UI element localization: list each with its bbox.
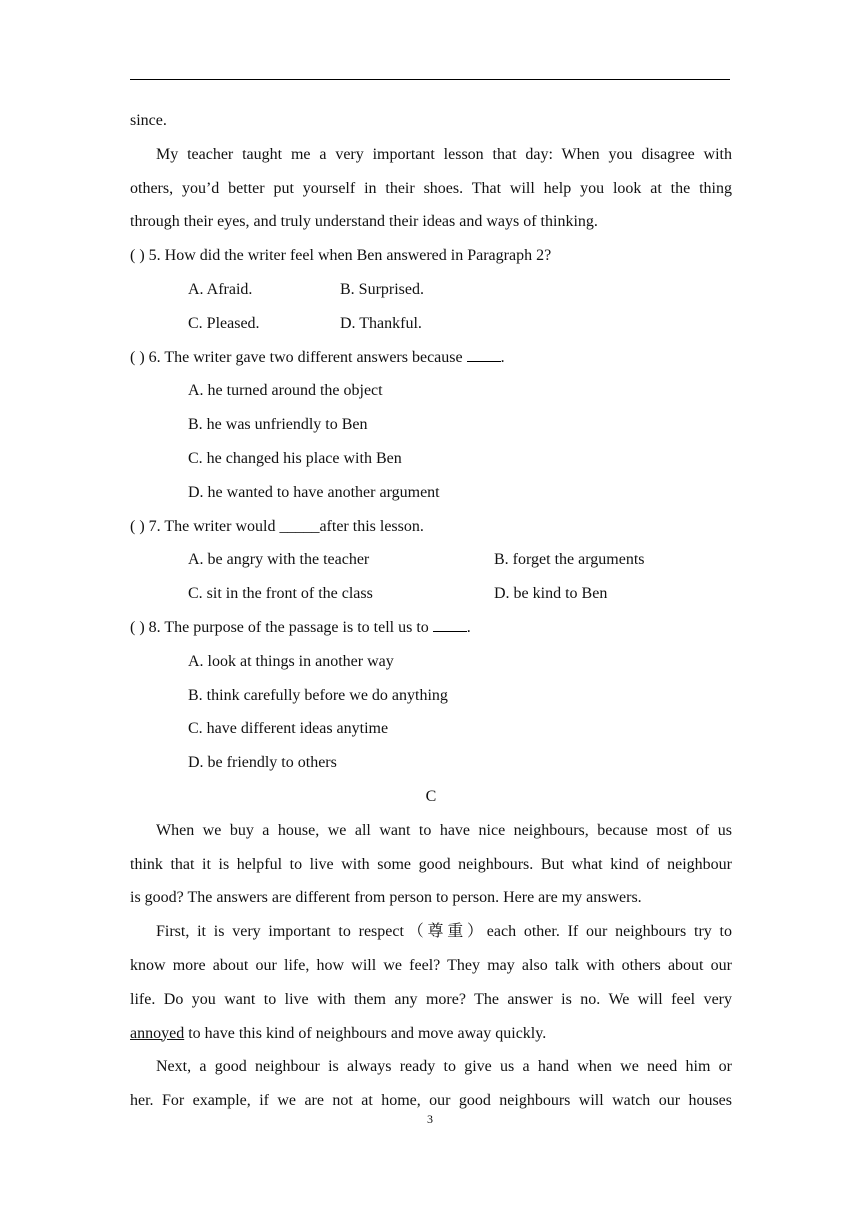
question-8-stem-end: . xyxy=(466,618,471,636)
option-c: C. have different ideas anytime xyxy=(188,720,389,738)
question-7-options-ab xyxy=(130,543,732,577)
option-c: C. sit in the front of the class xyxy=(188,585,373,603)
option-b: B. he was unfriendly to Ben xyxy=(188,416,368,434)
answer-blank xyxy=(467,346,501,362)
question-8-stem xyxy=(130,611,732,645)
page-content xyxy=(130,104,732,1118)
passage-c-line: know more about our life, how will we feel? They may also talk with others about our xyxy=(130,956,732,974)
option-b: B. Surprised. xyxy=(340,280,424,298)
option-a: A. he turned around the object xyxy=(188,382,383,400)
passage-c-line-rest: to have this kind of neighbours and move away quickly. xyxy=(184,1024,547,1042)
passage-b-line: through their eyes, and truly understand their ideas and ways of thinking. xyxy=(130,213,598,231)
passage-c-line: life. Do you want to live with them any more? The answer is no. We will feel very xyxy=(130,990,732,1008)
passage-c-line: think that it is helpful to live with some good neighbours. But what kind of neighbour xyxy=(130,855,732,873)
page-number: 3 xyxy=(427,1112,433,1126)
passage-c-line: First, it is very important to respect（尊重）each other. If our neighbours try to xyxy=(156,923,732,941)
option-a: A. Afraid. xyxy=(188,280,253,298)
question-6-stem xyxy=(130,341,732,375)
passage-b-line: My teacher taught me a very important lesson that day: When you disagree with xyxy=(156,145,732,163)
option-d: D. be friendly to others xyxy=(188,754,337,772)
question-6-stem-text: ( ) 6. The writer gave two different answers because xyxy=(130,348,467,366)
question-6-stem-end: . xyxy=(500,348,505,366)
option-d: D. Thankful. xyxy=(340,314,422,332)
question-8-stem-text: ( ) 8. The purpose of the passage is to tell us to xyxy=(130,618,433,636)
passage-b-line: others, you’d better put yourself in their shoes. That will help you look at the thing xyxy=(130,179,732,197)
option-c: C. he changed his place with Ben xyxy=(188,449,402,467)
underlined-word: annoyed xyxy=(130,1024,185,1042)
question-5-options-ab xyxy=(130,273,732,307)
question-7-options-cd xyxy=(130,577,732,611)
option-d: D. be kind to Ben xyxy=(494,585,608,603)
passage-b-line: since. xyxy=(130,112,167,129)
passage-c-line: is good? The answers are different from person to person. Here are my answers. xyxy=(130,889,642,907)
question-5-options-cd xyxy=(130,307,732,341)
passage-c-line xyxy=(130,1017,732,1051)
option-b: B. think carefully before we do anything xyxy=(188,686,448,704)
question-5-stem: ( ) 5. How did the writer feel when Ben answered in Paragraph 2? xyxy=(130,247,552,265)
question-7-stem: ( ) 7. The writer would _____after this lesson. xyxy=(130,517,424,535)
passage-c-line: Next, a good neighbour is always ready to give us a hand when we need him or xyxy=(156,1058,732,1076)
option-b: B. forget the arguments xyxy=(494,551,645,569)
option-d: D. he wanted to have another argument xyxy=(188,483,440,501)
answer-blank xyxy=(433,616,467,632)
option-a: A. be angry with the teacher xyxy=(188,551,370,569)
section-heading: C xyxy=(425,787,437,805)
header-rule xyxy=(130,79,730,80)
option-c: C. Pleased. xyxy=(188,314,260,332)
option-a: A. look at things in another way xyxy=(188,652,394,670)
passage-c-line: her. For example, if we are not at home, our good neighbours will watch our houses xyxy=(130,1092,732,1110)
passage-c-line: When we buy a house, we all want to have nice neighbours, because most of us xyxy=(156,821,732,839)
